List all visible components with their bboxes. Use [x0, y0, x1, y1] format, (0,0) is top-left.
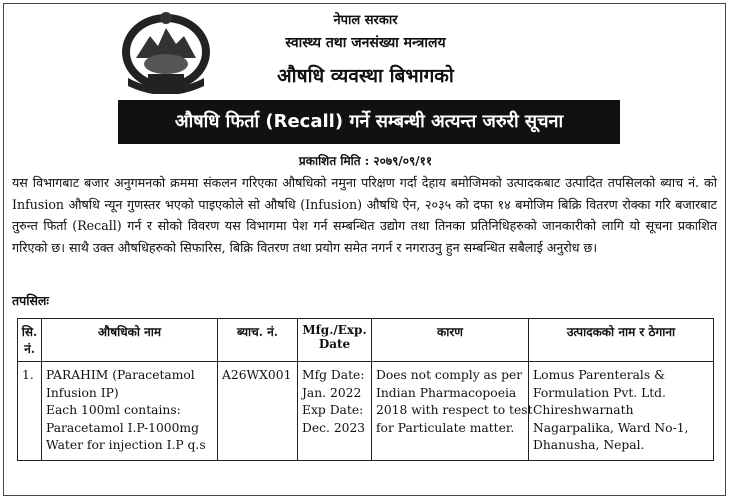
date-line: Dec. 2023: [302, 420, 366, 435]
ministry-name: स्वास्थ्य तथा जनसंख्या मन्त्रालय: [285, 35, 446, 51]
reason-line: Does not comply as per: [376, 368, 523, 382]
cell-drug-name: [42, 362, 218, 461]
cell-reason: [372, 362, 533, 461]
header-reason: कारण: [372, 319, 529, 362]
header-sn: सि. नं.: [18, 319, 42, 362]
cell-batch-no: A26WX001: [218, 362, 298, 461]
manufacturer-line: Formulation Pvt. Ltd.: [533, 385, 666, 400]
cell-sn: 1.: [18, 362, 42, 461]
date-line: Jan. 2022: [302, 385, 362, 400]
reason-line: Indian Pharmacopoeia: [376, 385, 517, 400]
drug-name-line: Infusion IP): [46, 385, 119, 400]
header-drug-name: औषधिको नाम: [42, 319, 218, 362]
department-name: औषधि व्यवस्था बिभागको: [277, 65, 454, 87]
reason-line: 2018 with respect to test: [376, 403, 533, 417]
manufacturer-line: Dhanusha, Nepal.: [533, 438, 645, 452]
drug-name-line: Water for injection I.P q.s: [46, 438, 206, 452]
drug-name-line: Paracetamol I.P-1000mg: [46, 420, 199, 435]
annex-label: तपसिलः: [12, 293, 49, 308]
date-line: Mfg Date:: [302, 368, 365, 382]
drug-name-line: Each 100ml contains:: [46, 403, 181, 417]
table-row: [18, 362, 714, 461]
government-name: नेपाल सरकार: [333, 13, 398, 28]
published-date: प्रकाशित मिति : २०७९/०९/११: [298, 154, 433, 168]
cell-mfg-exp-date: [298, 362, 372, 461]
drug-name-line: PARAHIM (Paracetamol: [46, 368, 195, 382]
cell-manufacturer: [529, 362, 714, 461]
header-manufacturer: उत्पादकको नाम र ठेगाना: [529, 319, 714, 362]
header-batch-no: ब्याच. नं.: [218, 319, 298, 362]
reason-line: for Particulate matter.: [376, 420, 515, 435]
header-mfg-exp-date: Mfg./Exp. Date: [298, 319, 372, 362]
date-line: Exp Date:: [302, 403, 364, 417]
notice-title-banner: औषधि फिर्ता (Recall) गर्ने सम्बन्धी अत्यन्त जरुरी सूचना: [118, 100, 620, 144]
manufacturer-line: Nagarpalika, Ward No-1,: [533, 420, 689, 435]
table-header-row: [18, 319, 714, 362]
manufacturer-line: Lomus Parenterals &: [533, 368, 666, 382]
recall-table: [17, 318, 714, 461]
manufacturer-line: Chireshwarnath: [533, 403, 634, 417]
notice-body: यस विभागबाट बजार अनुगमनको क्रममा संकलन गरिएका औषधिको नमुना परिक्षण गर्दा देहाय बमोजिमको उत्पादकबाट उत्पादित तपसिलको ब्याच नं. को Infusion औषधि न्यून गुणस्तर भएको पाइएकोले सो औषधि (Infusion) औषधि ऐन, २०३५ को दफा १४ बमोजिम बिक्रि वितरण रोक्का गरि बजारबाट तुरुन्त फिर्ता (Recall) गर्न र सोको विवरण यस विभागमा पेश गर्न सम्बन्धित उद्योग तथा तिनका प्रतिनिधिहरुको जानकारीको लागि यो सूचना प्रकाशित गरिएको छ। साथै उक्त औषधिहरुको सिफारिस, बिक्रि वितरण तथा प्रयोग समेत नगर्न र नगराउनु हुन सम्बन्धित सबैलाई अनुरोध छ।: [12, 175, 717, 255]
